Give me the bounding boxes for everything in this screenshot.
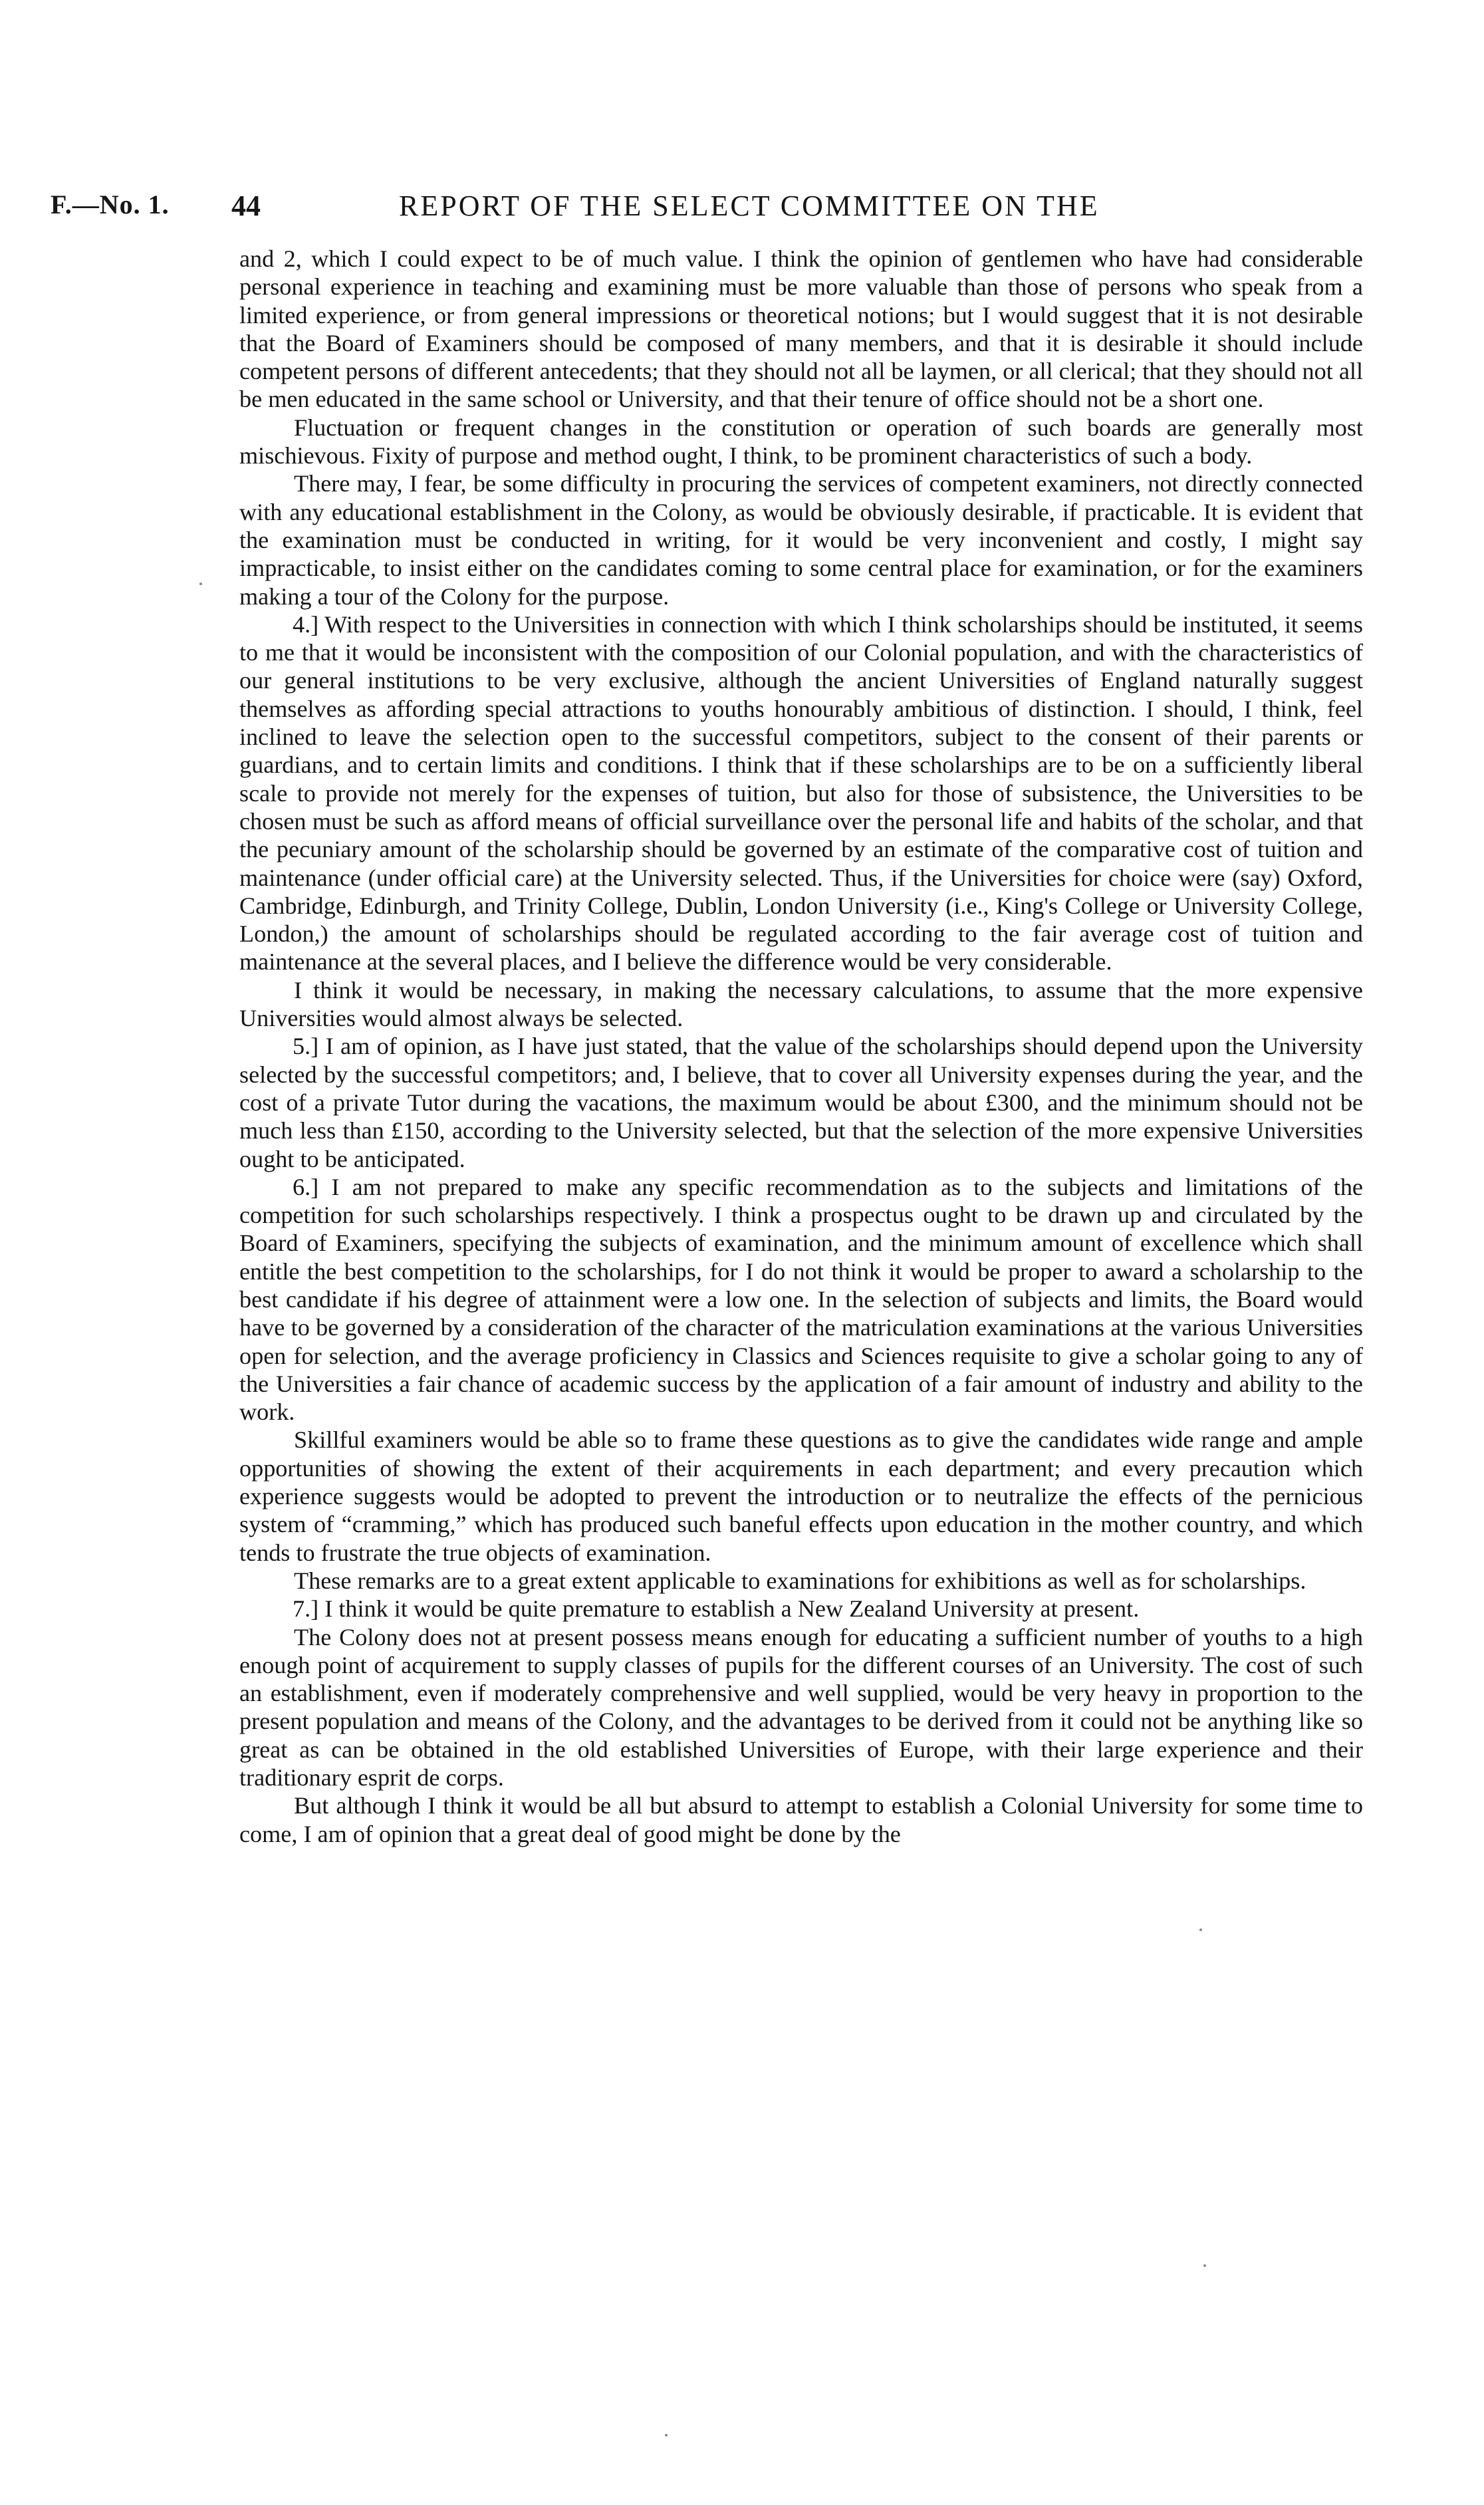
document-reference: F.—No. 1.	[51, 190, 170, 219]
paragraph-calculations: I think it would be necessary, in making the necessary calculations, to assume that the more expensive Universities would almost always be selected.	[239, 976, 1363, 1032]
paragraph-section-6: 6.] I am not prepared to make any specific recommendation as to the subjects and limitations of the competition for such scholarships respectively. I think a prospectus ought to be drawn up and circulated by the Board of Examiners, specifying the subjects of examination, and the minimum amount of excellence which shall entitle the best competition to the scholarships, for I do not think it would be proper to award a scholarship to the best candidate if his degree of attainment were a low one. In the selection of subjects and limits, the Board would have to be governed by a consideration of the character of the matriculation examinations at the various Universities open for selection, and the average proficiency in Classics and Sciences requisite to give a scholar going to any of the Universities a fair chance of academic success by the application of a fair amount of industry and ability to the work.	[239, 1173, 1363, 1426]
paragraph-section-4: 4.] With respect to the Universities in connection with which I think scholarships should be instituted, it seems to me that it would be inconsistent with the composition of our Colonial population, and with the characteristics of our general institutions to be very exclusive, although the ancient Universities of England naturally suggest themselves as affording special attractions to youths honourably ambitious of distinction. I should, I think, feel inclined to leave the selection open to the successful competitors, subject to the consent of their parents or guardians, and to certain limits and conditions. I think that if these scholarships are to be on a sufficiently liberal scale to provide not merely for the expenses of tuition, but also for those of subsistence, the Universities to be chosen must be such as afford means of official surveillance over the personal life and habits of the scholar, and that the pecuniary amount of the scholarship should be governed by an estimate of the comparative cost of tuition and maintenance (under official care) at the University selected. Thus, if the Universities for choice were (say) Oxford, Cambridge, Edinburgh, and Trinity College, Dublin, London University (i.e., King's College or University College, London,) the amount of scholarships should be regulated according to the fair average cost of tuition and maintenance at the several places, and I believe the difference would be very considerable.	[239, 610, 1363, 976]
paragraph-section-7: 7.] I think it would be quite premature to establish a New Zealand University at present.	[293, 1595, 1140, 1623]
page-header	[0, 189, 1484, 226]
scan-speck	[199, 583, 202, 585]
running-title: REPORT OF THE SELECT COMMITTEE ON THE	[399, 190, 1100, 222]
body-text	[239, 245, 1363, 1848]
paragraph-colonial-university: But although I think it would be all but absurd to attempt to establish a Colonial University for some time to come, I am of opinion that a great deal of good might be done by the	[239, 1792, 1363, 1847]
scan-speck	[1203, 2264, 1206, 2267]
paragraph-fluctuation: Fluctuation or frequent changes in the constitution or operation of such boards are generally most mischievous. Fixity of purpose and method ought, I think, to be prominent characteristics of such a body.	[239, 414, 1363, 469]
paragraph-continuation: and 2, which I could expect to be of much value. I think the opinion of gentlemen who have had considerable personal experience in teaching and examining must be more valuable than those of persons who speak from a limited experience, or from general impressions or theoretical notions; but I would suggest that it is not desirable that the Board of Examiners should be composed of many members, and that it is desirable it should include competent persons of different antecedents; that they should not all be laymen, or all clerical; that they should not all be men educated in the same school or University, and that their tenure of office should not be a short one.	[239, 245, 1363, 413]
paragraph-skillful-examiners: Skillful examiners would be able so to frame these questions as to give the candidates wide range and ample opportunities of showing the extent of their acquirements in each department; and every precaution which experience suggests would be adopted to prevent the introduction or to neutralize the effects of the pernicious system of “cramming,” which has produced such baneful effects upon education in the mother country, and which tends to frustrate the true objects of examination.	[239, 1426, 1363, 1566]
paragraph-examiners-difficulty: There may, I fear, be some difficulty in procuring the services of competent examiners, not directly connected with any educational establishment in the Colony, as would be obviously desirable, if practicable. It is evident that the examination must be conducted in writing, for it would be very inconvenient and costly, I might say impracticable, to insist either on the candidates coming to some central place for examination, or for the examiners making a tour of the Colony for the purpose.	[239, 470, 1363, 610]
paragraph-exhibitions: These remarks are to a great extent applicable to examinations for exhibitions as well as for scholarships.	[294, 1567, 1306, 1594]
page-number: 44	[231, 190, 261, 222]
scan-speck	[665, 2434, 668, 2437]
paragraph-section-5: 5.] I am of opinion, as I have just stated, that the value of the scholarships should depend upon the University selected by the successful competitors; and, I believe, that to cover all University expenses during the year, and the cost of a private Tutor during the vacations, the maximum would be about £300, and the minimum should not be much less than £150, according to the University selected, but that the selection of the more expensive Universities ought to be anticipated.	[239, 1033, 1363, 1172]
scan-speck	[1199, 1928, 1202, 1931]
paragraph-colony-means: The Colony does not at present possess means enough for educating a sufficient number of youths to a high enough point of acquirement to supply classes of pupils for the different courses of an University. The cost of such an establishment, even if moderately comprehensive and well supplied, would be very heavy in proportion to the present population and means of the Colony, and the advantages to be derived from it could not be anything like so great as can be obtained in the old established Universities of Europe, with their large experience and their traditionary esprit de corps.	[239, 1623, 1363, 1791]
